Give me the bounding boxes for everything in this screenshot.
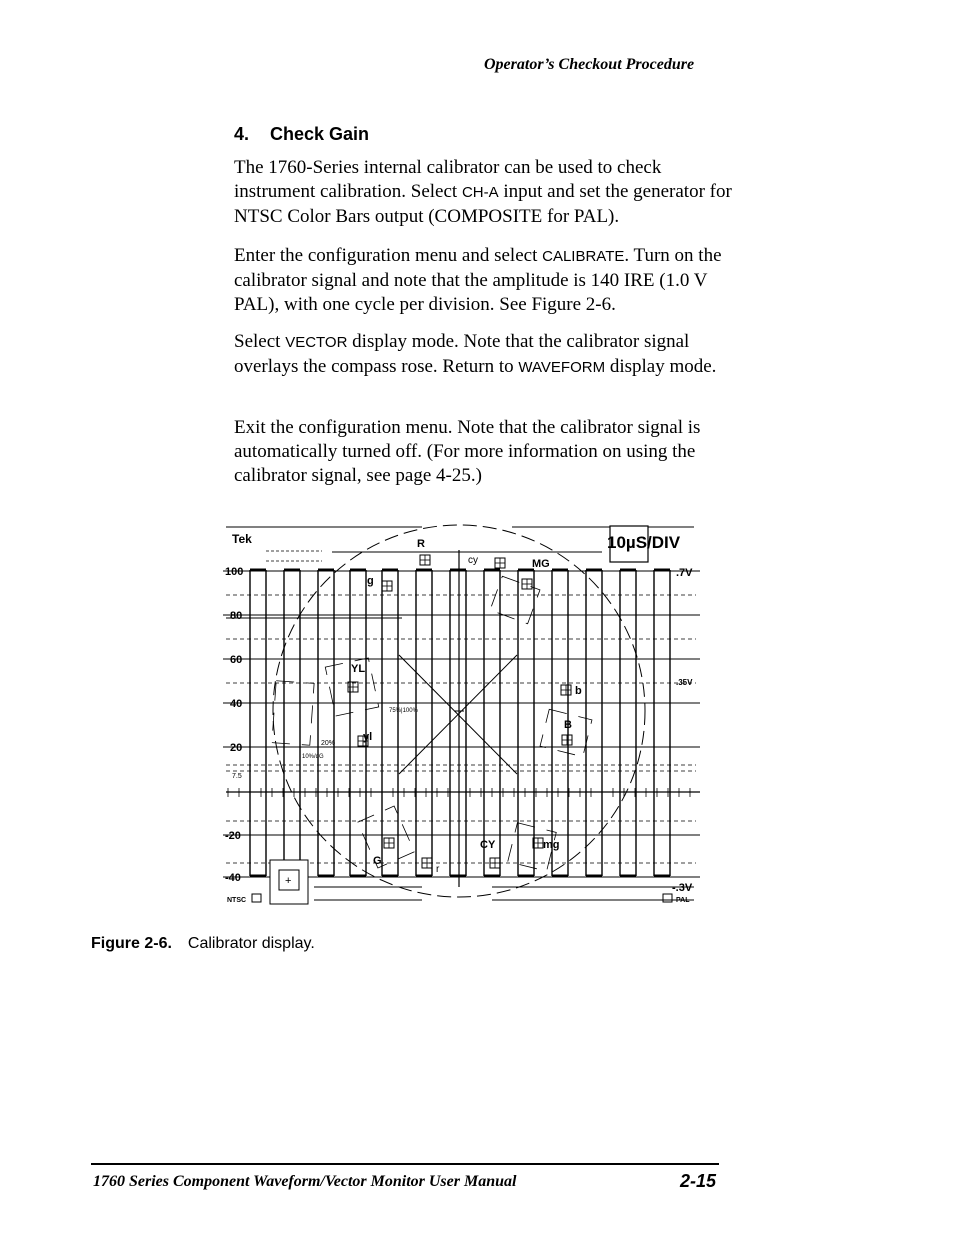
footer-rule bbox=[91, 1163, 719, 1165]
tek-logo: Tek bbox=[232, 532, 252, 546]
vector-label-mg: mg bbox=[543, 839, 560, 851]
ire-label-minus-40: -40 bbox=[225, 872, 241, 884]
ntsc-target-icon bbox=[252, 894, 261, 902]
vector-label-Cy: CY bbox=[480, 839, 496, 851]
text: display mode. Note that the calibrator signal overlays the compass rose. Return to bbox=[234, 331, 690, 377]
vector-label-R: R bbox=[417, 538, 425, 550]
pal-target-icon bbox=[663, 894, 672, 902]
text: Select bbox=[234, 331, 286, 352]
vector-label-b: b bbox=[575, 685, 582, 697]
vector-bracket bbox=[272, 681, 314, 745]
text: . Turn on the calibrator signal and note that the amplitude is 140 IRE (1.0 V PAL), with one cycle per division. See Figure 2-6. bbox=[234, 245, 722, 315]
keyword-ch-a: CH-A bbox=[461, 184, 499, 201]
calibrator-bars bbox=[250, 570, 670, 876]
vector-label-g: g bbox=[367, 575, 374, 587]
vector-label-Mg: MG bbox=[532, 558, 550, 570]
ire-label-60: 60 bbox=[230, 654, 243, 666]
text: Exit the configuration menu. Note that the calibrator signal is automatically turned off. (For more information on using the calibrator signal, see page 4-25.) bbox=[234, 417, 701, 486]
vector-label-yl: yl bbox=[363, 731, 373, 743]
percent-20-label: 20% bbox=[321, 740, 336, 747]
keyword-waveform: WAVEFORM bbox=[518, 359, 606, 376]
vector-label-YL: YL bbox=[351, 663, 366, 675]
timebase-readout: 10µS/DIV bbox=[607, 533, 681, 552]
ire-label-minus-20: -20 bbox=[225, 830, 241, 842]
compass-rose bbox=[272, 525, 645, 897]
text: display mode. bbox=[605, 356, 717, 377]
step-number: 4. bbox=[234, 124, 250, 144]
paragraph-4 bbox=[234, 416, 744, 488]
vector-bracket bbox=[540, 709, 592, 757]
paragraph-1 bbox=[234, 156, 744, 229]
step-title: Check Gain bbox=[270, 124, 370, 144]
calibrator-display-figure bbox=[222, 522, 700, 906]
vector-label-B: B bbox=[564, 719, 572, 731]
vector-label-r: r bbox=[436, 864, 440, 875]
ire-label-100: 100 bbox=[225, 566, 244, 578]
page-number: 2-15 bbox=[680, 1171, 717, 1191]
ire-label-7-5: 7.5 bbox=[232, 773, 242, 780]
text: input and set the generator for NTSC Color Bars output (COMPOSITE for PAL). bbox=[234, 181, 732, 227]
footer-manual-title: 1760 Series Component Waveform/Vector Monitor User Manual bbox=[93, 1173, 517, 1190]
ire-label-80: 80 bbox=[230, 610, 243, 622]
text: The 1760-Series internal calibrator can be used to check instrument calibration. Select bbox=[234, 157, 662, 202]
running-header: Operator’s Checkout Procedure bbox=[484, 56, 695, 73]
figure-caption bbox=[91, 935, 315, 953]
pal-label: PAL bbox=[676, 897, 690, 904]
ire-label-40: 40 bbox=[230, 698, 243, 710]
paragraph-2 bbox=[234, 244, 744, 317]
plus-icon: + bbox=[285, 875, 292, 887]
text: Enter the configuration menu and select bbox=[234, 245, 543, 266]
step-heading bbox=[234, 124, 369, 145]
ntsc-label: NTSC bbox=[227, 897, 247, 904]
paragraph-3 bbox=[234, 330, 744, 380]
vector-label-cy-top: cy bbox=[468, 555, 478, 566]
percent-75-100-label: 75%|100% bbox=[389, 708, 418, 714]
figure-caption-text: Calibrator display. bbox=[187, 935, 315, 952]
dg-label: 10%/dG bbox=[302, 754, 324, 760]
figure-caption-label: Figure 2-6. bbox=[91, 935, 172, 952]
ire-label-20: 20 bbox=[230, 742, 243, 754]
volt-label-minus-0-3: -.3V bbox=[672, 882, 693, 894]
volt-label-0-35: .35V bbox=[676, 678, 693, 687]
graticule bbox=[223, 527, 700, 900]
keyword-calibrate: CALIBRATE bbox=[542, 248, 625, 265]
volt-label-0-7: .7V bbox=[676, 567, 693, 579]
keyword-vector: VECTOR bbox=[285, 334, 348, 351]
vector-label-G: G bbox=[373, 855, 382, 867]
